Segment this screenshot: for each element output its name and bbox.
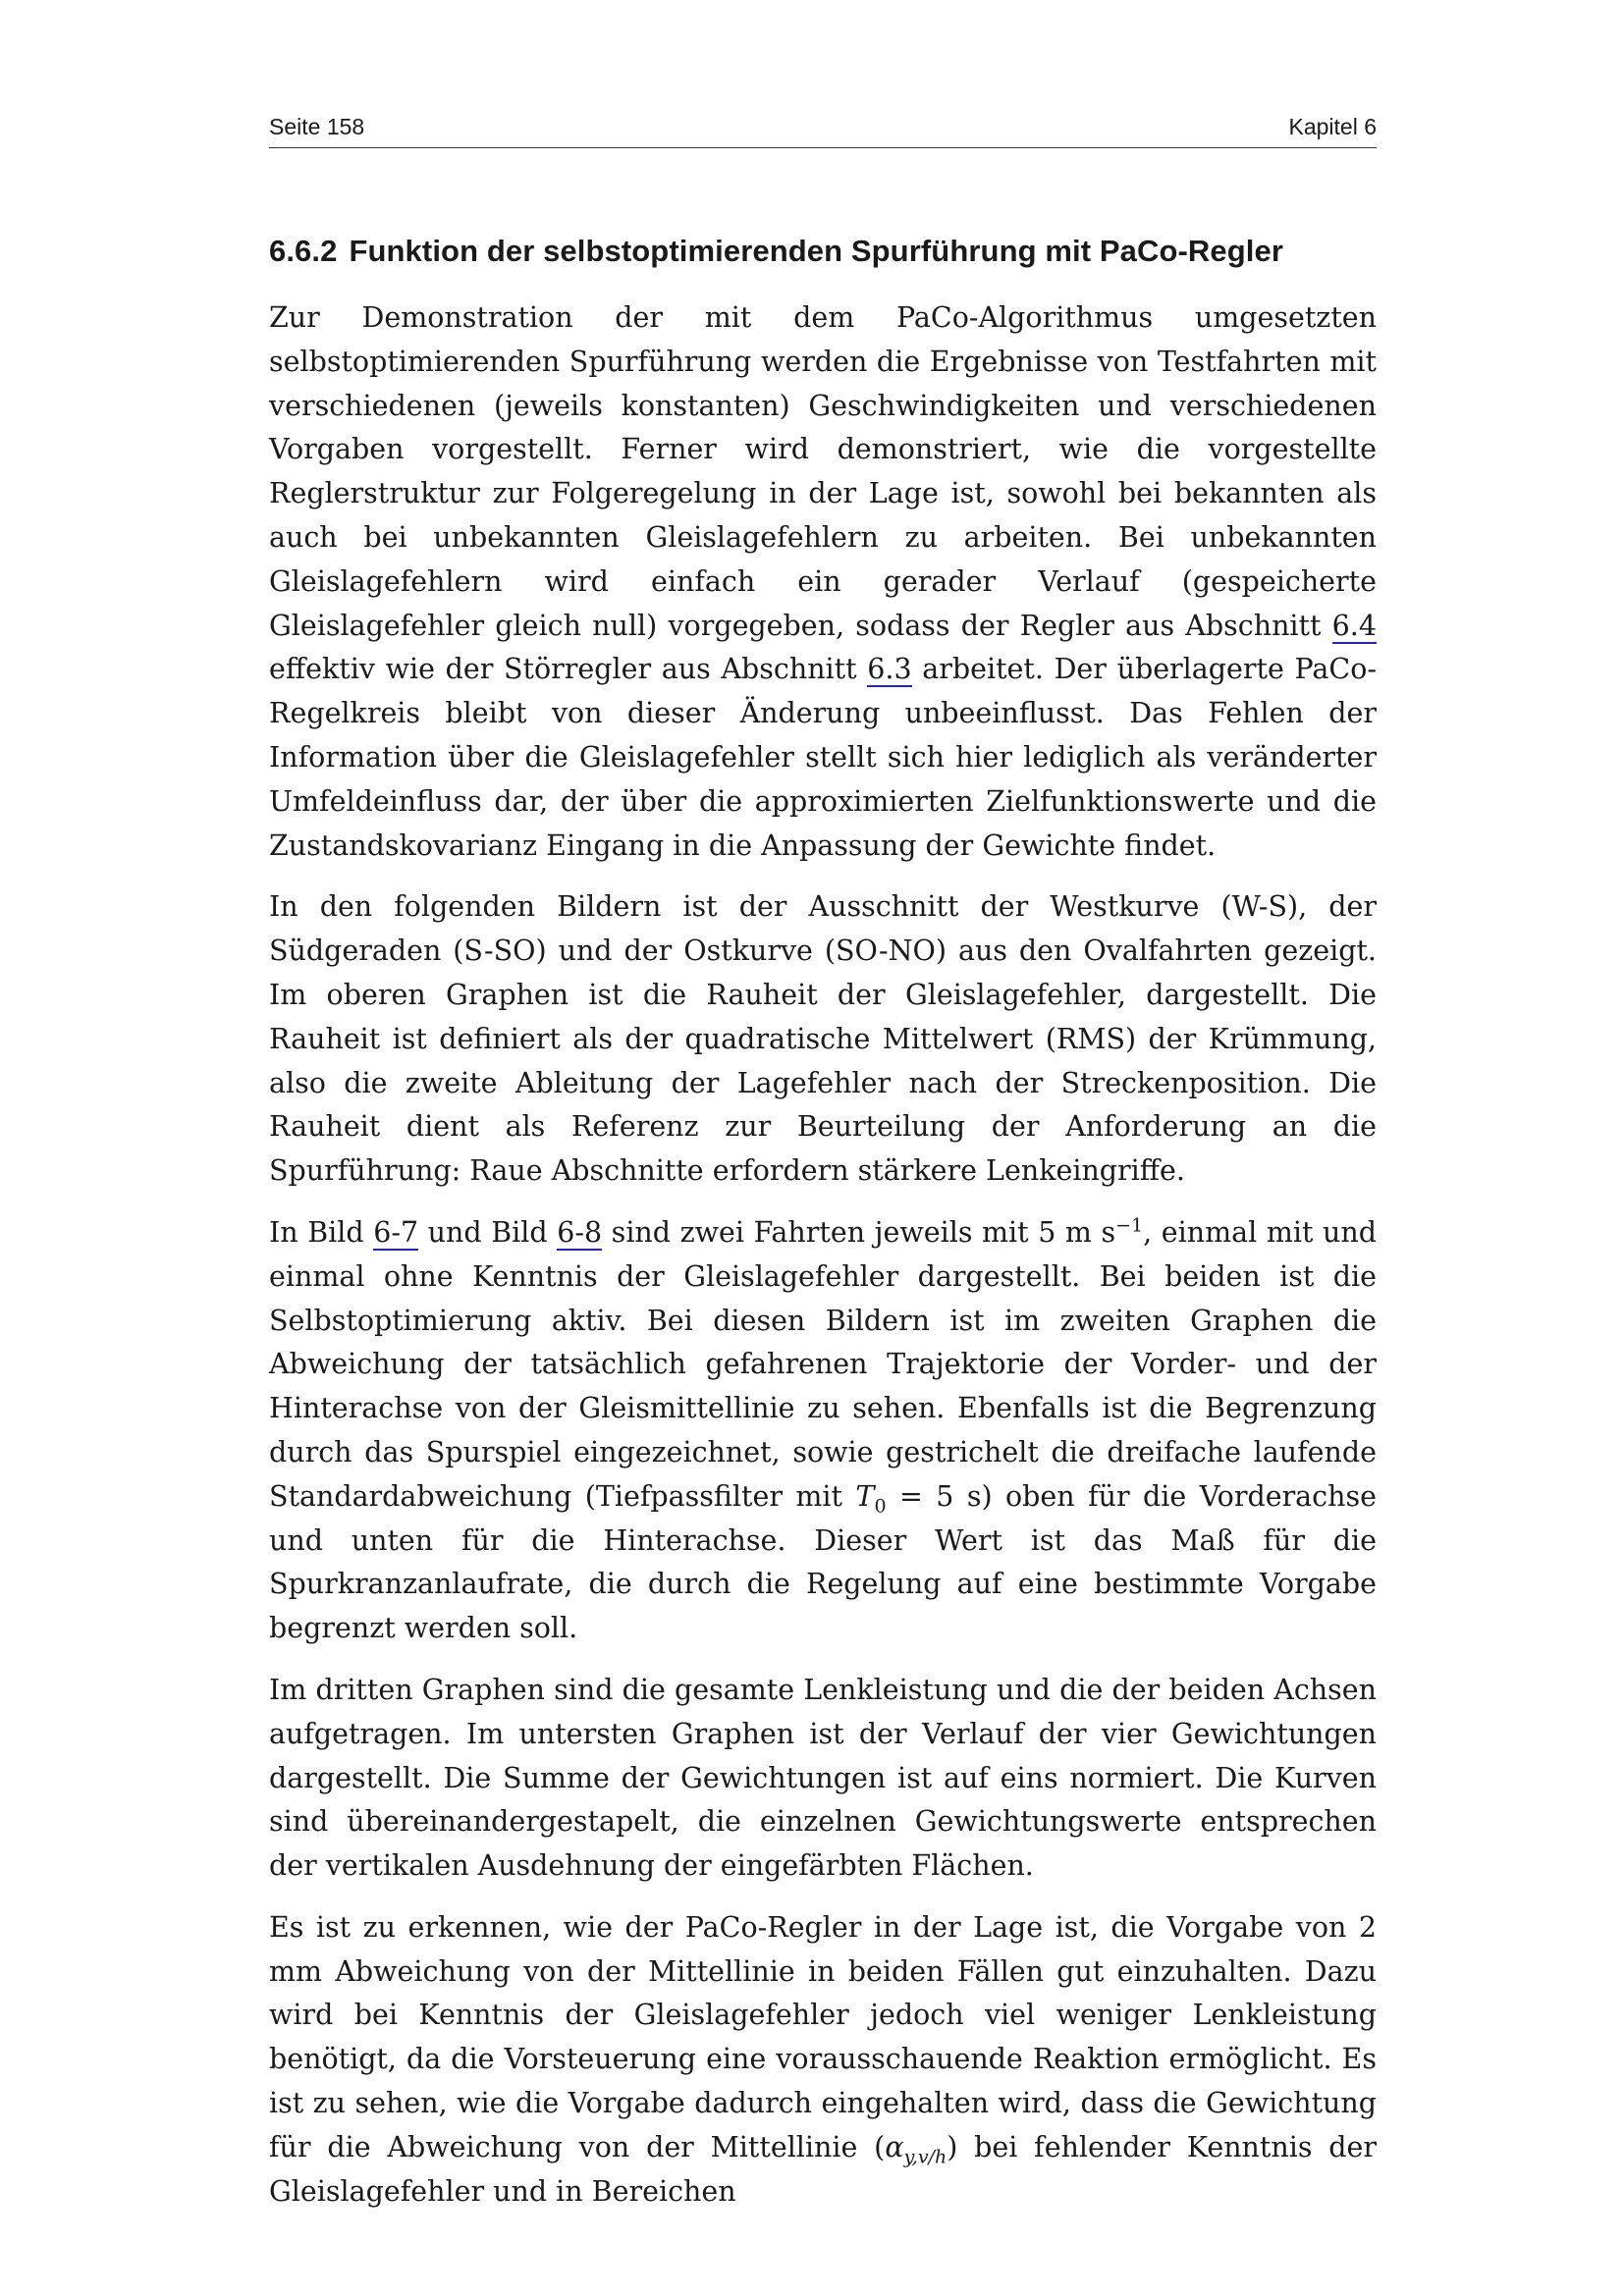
section-title: Funktion der selbstoptimierenden Spurführung mit PaCo-Regler <box>349 234 1284 268</box>
page-body <box>269 228 1377 2231</box>
p3-text-a: In Bild <box>269 1215 374 1249</box>
paragraph-3 <box>269 1211 1377 1651</box>
p3-text-e: = 5 s) oben für die Vorderachse und unten für die Hinterachse. Dieser Wert ist das Maß für die Spurkranzanlaufrate, die durch die Regelung auf eine bestimmte Vorgabe begrenzt werden soll. <box>269 1479 1377 1645</box>
paragraph-5 <box>269 1906 1377 2215</box>
p5-text-b: ) bei fehlender Kenntnis der Gleislagefehler und in Bereichen <box>269 2130 1377 2208</box>
paragraph-2: In den folgenden Bildern ist der Ausschnitt der Westkurve (W-S), der Südgeraden (S-SO) und der Ostkurve (SO-NO) aus den Ovalfahrten gezeigt. Im oberen Graphen ist die Rauheit der Gleislagefehler, dargestellt. Die Rauheit ist definiert als der quadratische Mittelwert (RMS) der Krümmung, also die zweite Ableitung der Lagefehler nach der Streckenposition. Die Rauheit dient als Referenz zur Beurteilung der Anforderung an die Spurführung: Raue Abschnitte erfordern stärkere Lenkeingriffe. <box>269 890 1377 1188</box>
page-header <box>269 108 1377 148</box>
ref-figure-6-8[interactable]: 6-8 <box>557 1215 603 1249</box>
p5-text-a: Es ist zu erkennen, wie der PaCo-Regler in der Lage ist, die Vorgabe von 2 mm Abweichung von der Mittellinie in beiden Fällen gut einzuhalten. Dazu wird bei Kenntnis der Gleislagefehler jedoch viel weniger Lenkleistung benötigt, da die Vorsteuerung eine vorausschauende Reaktion ermöglicht. Es ist zu sehen, wie die Vorgabe dadurch eingehalten wird, dass die Gewichtung für die Abweichung von der Mittellinie ( <box>269 1910 1377 2163</box>
p1-text-c: arbeitet. Der überlagerte PaCo-Regelkreis bleibt von dieser Änderung unbeeinflusst. Das Fehlen der Information über die Gleislagefehler stellt sich hier lediglich als veränderter Umfeldeinfluss dar, der über die approximierten Zielfunktionswerte und die Zustandskovarianz Eingang in die Anpassung der Gewichte findet. <box>269 653 1377 862</box>
p3-text-b: und Bild <box>418 1215 558 1249</box>
page-number: Seite 158 <box>269 114 365 139</box>
math-sub-yvh: y,v/h <box>903 2146 947 2168</box>
math-var-t: T <box>855 1479 875 1513</box>
chapter-label: Kapitel 6 <box>1288 114 1377 139</box>
p1-text-b: effektiv wie der Störregler aus Abschnitt <box>269 653 868 686</box>
p3-text-c: sind zwei Fahrten jeweils mit 5 m s <box>602 1215 1116 1249</box>
ref-figure-6-7[interactable]: 6-7 <box>373 1215 419 1249</box>
paragraph-4: Im dritten Graphen sind die gesamte Lenkleistung und die der beiden Achsen aufgetragen. Im untersten Graphen ist der Verlauf der vier Gewichtungen dargestellt. Die Summe der Gewichtungen ist auf eins normiert. Die Kurven sind übereinandergestapelt, die einzelnen Gewichtungswerte entsprechen der vertikalen Ausdehnung der eingefärbten Flächen. <box>269 1673 1377 1883</box>
p1-text-a: Zur Demonstration der mit dem PaCo-Algorithmus umgesetzten selbstoptimierenden Spurführung werden die Ergebnisse von Testfahrten mit verschiedenen (jeweils konstanten) Geschwindigkeiten und verschiedenen Vorgaben vorgestellt. Ferner wird demonstriert, wie die vorgestellte Reglerstruktur zur Folgeregelung in der Lage ist, sowohl bei bekannten als auch bei unbekannten Gleislagefehlern zu arbeiten. Bei unbekannten Gleislagefehlern wird einfach ein gerader Verlauf (gespeicherte Gleislagefehler gleich null) vorgegeben, sodass der Regler aus Abschnitt <box>269 301 1377 642</box>
ref-section-6-4[interactable]: 6.4 <box>1331 609 1377 642</box>
math-sub-0: 0 <box>874 1495 887 1518</box>
section-heading <box>269 228 1377 275</box>
math-var-alpha: α <box>885 2130 904 2163</box>
ref-section-6-3[interactable]: 6.3 <box>867 653 912 686</box>
paragraph-1 <box>269 296 1377 868</box>
section-number: 6.6.2 <box>269 234 338 268</box>
p3-text-d: , einmal mit und einmal ohne Kenntnis der Gleislagefehler dargestellt. Bei beiden ist die Selbstoptimierung aktiv. Bei diesen Bildern ist im zweiten Graphen die Abweichung der tatsächlich gefahrenen Trajektorie der Vorder- und der Hinterachse von der Gleismittellinie zu sehen. Ebenfalls ist die Begrenzung durch das Spurspiel eingezeichnet, sowie gestrichelt die dreifache laufende Standardabweichung (Tiefpassfilter mit <box>269 1215 1377 1513</box>
unit-exponent: −1 <box>1115 1214 1144 1237</box>
